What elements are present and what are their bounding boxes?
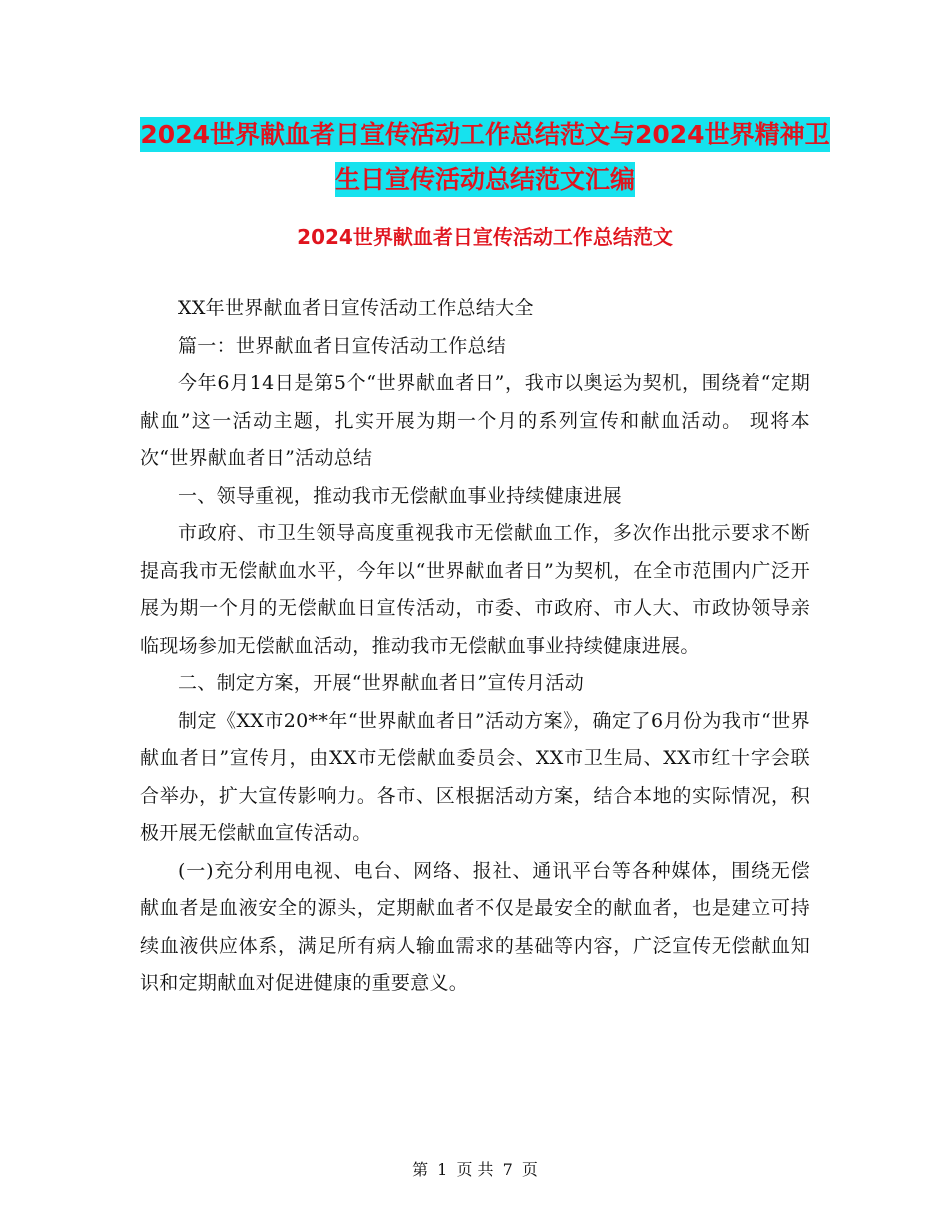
- page-footer: [0, 1158, 950, 1182]
- document-title: [140, 112, 830, 202]
- paragraph-heading: XX年世界献血者日宣传活动工作总结大全: [178, 297, 534, 319]
- paragraph-item-one: (一)充分利用电视、电台、网络、报社、通讯平台等各种媒体，围绕无偿献血者是血液安全的源头，定期献血者不仅是最安全的献血者，也是建立可持续血液供应体系，满足所有病人输血需求的基础等内容，广泛宣传无偿献血知识和定期献血对促进健康的重要意义。: [140, 859, 810, 994]
- document-title-text: 2024世界献血者日宣传活动工作总结范文与2024世界精神卫生日宣传活动总结范文汇编: [140, 117, 829, 197]
- section-title: 2024世界献血者日宣传活动工作总结范文: [297, 225, 673, 249]
- page-number: 1: [437, 1160, 448, 1179]
- footer-prefix: 第: [412, 1160, 429, 1179]
- document-body: [140, 290, 810, 1003]
- footer-middle: 页 共: [456, 1160, 494, 1179]
- paragraph-intro: 今年6月14日是第5个“世界献血者日”，我市以奥运为契机，围绕着“定期献血”这一活动主题，扎实开展为期一个月的系列宣传和献血活动。 现将本次“世界献血者日”活动总结: [140, 372, 810, 469]
- paragraph-section-two-body: 制定《XX市20**年“世界献血者日”活动方案》，确定了6月份为我市“世界献血者日”宣传月，由XX市无偿献血委员会、XX市卫生局、XX市红十字会联合举办，扩大宣传影响力。各市、区根据活动方案，结合本地的实际情况，积极开展无偿献血宣传活动。: [140, 709, 810, 844]
- paragraph-subheading: 篇一：世界献血者日宣传活动工作总结: [178, 334, 507, 357]
- paragraph-section-two-heading: 二、制定方案，开展“世界献血者日”宣传月活动: [178, 672, 585, 694]
- page-total: 7: [502, 1160, 513, 1179]
- paragraph-section-one-heading: 一、领导重视，推动我市无偿献血事业持续健康进展: [178, 484, 622, 507]
- footer-suffix: 页: [521, 1160, 538, 1179]
- paragraph-section-one-body: 市政府、市卫生领导高度重视我市无偿献血工作，多次作出批示要求不断提高我市无偿献血水平，今年以“世界献血者日”为契机，在全市范围内广泛开展为期一个月的无偿献血日宣传活动，市委、市政府、市人大、市政协领导亲临现场参加无偿献血活动，推动我市无偿献血事业持续健康进展。: [140, 522, 810, 657]
